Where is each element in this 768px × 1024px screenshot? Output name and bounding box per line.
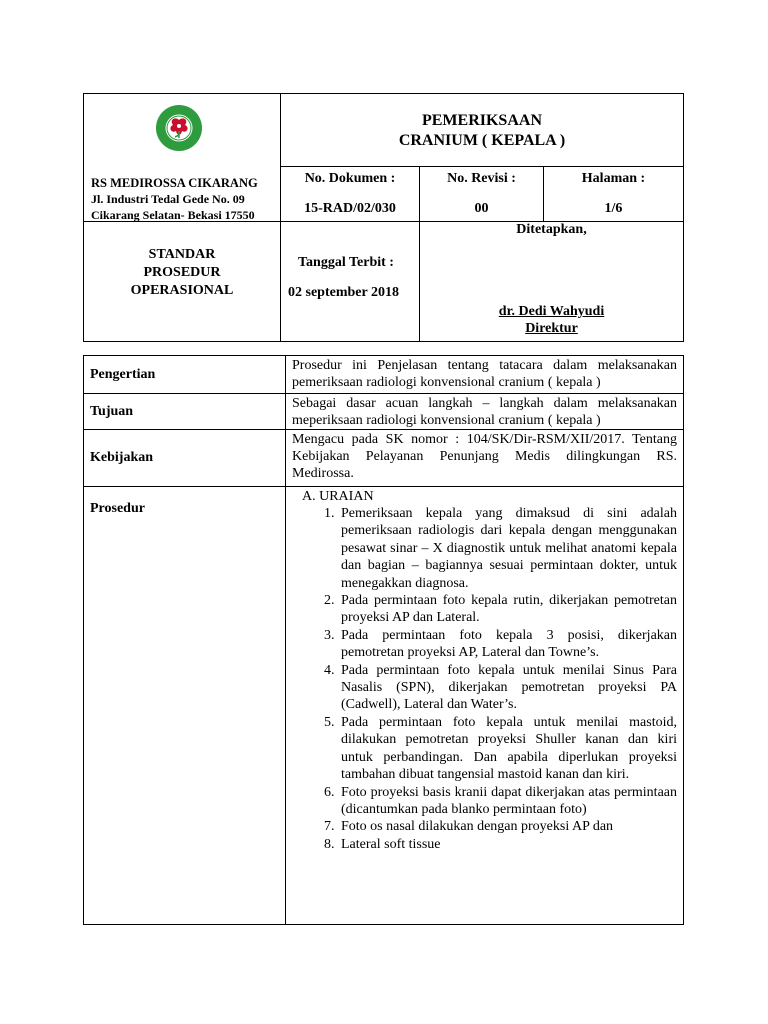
row-prosedur (84, 487, 684, 925)
text-pengertian: Prosedur ini Penjelasan tentang tatacara dalam melaksanakan pemeriksaan radiologi konvensional cranium ( kepala ) (286, 356, 684, 394)
page-label: Halaman : (581, 171, 646, 186)
header-table (83, 93, 684, 342)
approval-cell (420, 222, 684, 342)
document-title (281, 94, 684, 167)
hospital-address-line2: Cikarang Selatan- Bekasi 17550 (91, 208, 255, 222)
procedure-step: 4. Pada permintaan foto kepala untuk menilai Sinus Para Nasalis (SPN), dikerjakan pemotretan proyeksi PA (Cadwell), Lateral dan Water’s. (338, 662, 677, 714)
hospital-cell (84, 94, 281, 222)
hospital-logo-icon (155, 104, 203, 152)
text-prosedur (286, 487, 684, 925)
procedure-step: 5. Pada permintaan foto kepala untuk menilai mastoid, dilakukan pemotretan proyeksi Shuller kanan dan kiri untuk perbandingan. Dan apabila diperlukan proyeksi tambahan dibuat tangensial mastoid kanan dan kiri. (338, 714, 677, 784)
approved-label: Ditetapkan, (516, 222, 587, 237)
approver-title: Direktur (525, 321, 578, 336)
revision-label: No. Revisi : (447, 171, 516, 186)
text-kebijakan: Mengacu pada SK nomor : 104/SK/Dir-RSM/XII/2017. Tentang Kebijakan Pelayanan Penunjang Medis dilingkungan RS. Medirossa. (286, 430, 684, 487)
subsection-uraian: A. URAIAN (302, 489, 374, 504)
title-line2: CRANIUM ( KEPALA ) (398, 132, 566, 149)
sop-line2: PROSEDUR (143, 264, 221, 280)
procedure-step: 7. Foto os nasal dilakukan dengan proyeksi AP dan (338, 818, 677, 835)
label-tujuan: Tujuan (84, 394, 286, 430)
page-value: 1/6 (604, 201, 623, 216)
text-tujuan: Sebagai dasar acuan langkah – langkah dalam melaksanakan meperiksaan radiologi konvensional cranium ( kepala ) (286, 394, 684, 430)
doc-number-value: 15-RAD/02/030 (304, 201, 396, 216)
sop-line3: OPERASIONAL (130, 282, 234, 298)
procedure-step: 2. Pada permintaan foto kepala rutin, dikerjakan pemotretan proyeksi AP dan Lateral. (338, 592, 677, 627)
row-kebijakan (84, 430, 684, 487)
sop-line1: STANDAR (148, 246, 216, 262)
procedure-step: 6. Foto proyeksi basis kranii dapat dikerjakan atas permintaan (dicantumkan pada blanko permintaan foto) (338, 784, 677, 819)
approver-name: dr. Dedi Wahyudi (498, 304, 605, 319)
procedure-step: 1. Pemeriksaan kepala yang dimaksud di sini adalah pemeriksaan radiologis dari kepala dengan menggunakan pesawat sinar – X diagnostik untuk melihat anatomi kepala dan bagian – bagiannya sesuai permintaan dokter, untuk menegakkan diagnosa. (338, 505, 677, 592)
hospital-address-line1: Jl. Industri Tedal Gede No. 09 (91, 192, 245, 206)
issue-date-value: 02 september 2018 (288, 285, 399, 300)
procedure-steps (292, 505, 677, 853)
page-cell (544, 167, 684, 222)
content-table (83, 355, 684, 925)
revision-cell (420, 167, 544, 222)
label-pengertian: Pengertian (84, 356, 286, 394)
title-line1: PEMERIKSAAN (421, 112, 542, 129)
row-tujuan (84, 394, 684, 430)
procedure-step: 3. Pada permintaan foto kepala 3 posisi, dikerjakan pemotretan proyeksi AP, Lateral dan Towne’s. (338, 627, 677, 662)
doc-number-label: No. Dokumen : (304, 171, 396, 186)
revision-value: 00 (474, 201, 489, 216)
issue-date-cell (281, 222, 420, 342)
procedure-step: 8. Lateral soft tissue (338, 836, 677, 853)
label-kebijakan: Kebijakan (84, 430, 286, 487)
sop-cell (84, 222, 281, 342)
row-pengertian (84, 356, 684, 394)
label-prosedur: Prosedur (84, 487, 286, 925)
hospital-name: RS MEDIROSSA CIKARANG (91, 176, 258, 190)
issue-date-label: Tanggal Terbit : (298, 255, 394, 270)
doc-number-cell (281, 167, 420, 222)
hospital-info (91, 175, 258, 223)
